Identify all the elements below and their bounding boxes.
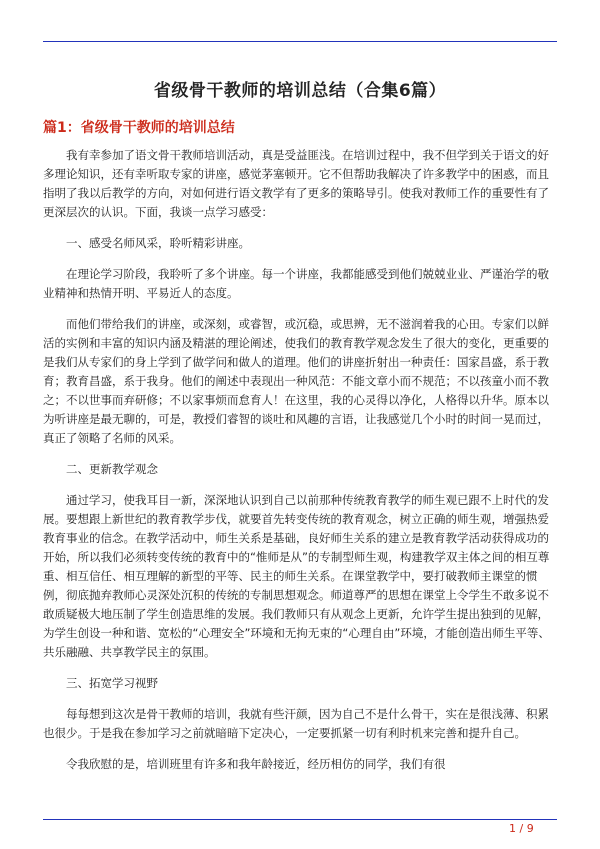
section-title-2: 二、更新教学观念: [66, 462, 158, 476]
document-title: 省级骨干教师的培训总结（合集6篇）: [153, 81, 447, 101]
section-title-1: 一、感受名师风采，聆听精彩讲座。: [66, 236, 250, 250]
section-title-3: 三、拓宽学习视野: [66, 676, 158, 690]
paragraph-vision: 每每想到这次是骨干教师的培训，我就有些汗颜，因为自己不是什么骨干，实在是很浅薄、积累也很少。于是我在参加学习之前就暗暗下定决心，一定要抓紧一切有利时机来完善和提升自己。: [43, 707, 549, 740]
section-heading: 篇1：省级骨干教师的培训总结: [43, 120, 235, 136]
bottom-rule: [43, 819, 557, 820]
document-body: [43, 146, 559, 786]
paragraph-classmates: 令我欣慰的是，培训班里有许多和我年龄接近，经历相仿的同学，我们有很: [66, 757, 446, 771]
paragraph-intro: 我有幸参加了语文骨干教师培训活动，真是受益匪浅。在培训过程中，我不但学到关于语文的好多理论知识，还有幸听取专家的讲座，感觉茅塞顿开。它不但帮助我解决了许多教学中的困惑，而且指明了我以后教学的方向，对如何进行语文教学有了更多的策略导引。使我对教师工作的重要性有了更深层次的认识。下面，我谈一点学习感受：: [43, 148, 549, 219]
top-rule: [43, 41, 557, 42]
paragraph-concepts: 通过学习，使我耳目一新，深深地认识到自己以前那种传统教育教学的师生观已跟不上时代的发展。要想跟上新世纪的教育教学步伐，就要首先转变传统的教育观念，树立正确的师生观，增强热爱教育事业的信念。在教学活动中，师生关系是基础，良好师生关系的建立是教育教学活动获得成功的开始，所以我们必须转变传统的教育中的“惟师是从”的专制型师生观，构建教学双主体之间的相互尊重、相互信任、相互理解的新型的平等、民主的师生关系。在课堂教学中，要打破教师主课堂的惯例，彻底抛弃教师心灵深处沉积的传统的专制思想观念。师道尊严的思想在课堂上令学生不敢多说不敢质疑极大地压制了学生创造思维的发展。我们教师只有从观念上更新，允许学生提出独到的见解，为学生创设一种和谐、宽松的“心理安全”环境和无拘无束的“心理自由”环境，才能创造出师生平等、共乐融融、共享教学民主的氛围。: [43, 493, 550, 659]
paragraph-experts: 而他们带给我们的讲座，或深刻，或睿智，或沉稳，或思辨，无不滋润着我的心田。专家们以鲜活的实例和丰富的知识内涵及精湛的理论阐述，使我们的教育教学观念发生了很大的变化，更重要的是我们从专家们的身上学到了做学问和做人的道理。他们的讲座折射出一种责任：国家昌盛，系于教育；教育昌盛，系于我身。他们的阐述中表现出一种风范：不能文章小而不规范；不以孩童小而不教之；不以世事而弃研修；不以家事烦而怠育人！在这里，我的心灵得以净化，人格得以升华。原本以为听讲座是最无聊的，可是，教授们睿智的谈吐和风趣的言语，让我感觉几个小时的时间一晃而过，真正了领略了名师的风采。: [43, 317, 549, 445]
paragraph-lectures: 在理论学习阶段，我聆听了多个讲座。每一个讲座，我都能感受到他们兢兢业业、严谨治学的敬业精神和热情开明、平易近人的态度。: [43, 267, 549, 300]
page-number: 1 / 9: [509, 822, 534, 835]
